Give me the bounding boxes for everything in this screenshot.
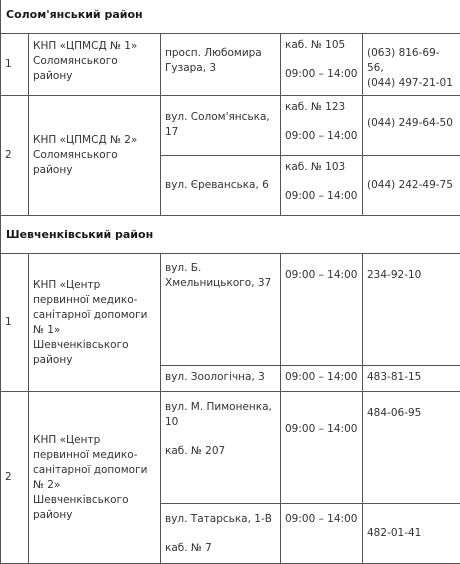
facility-address: вул. Б. Хмельницького, 37 (161, 254, 281, 366)
table-row (1, 34, 460, 96)
phone-number: (044) 249-64-50 (367, 116, 456, 131)
facility-number: 2 (1, 96, 29, 216)
working-hours: 09:00 – 14:00 (285, 189, 358, 204)
district-name: Шевченківський район (1, 216, 460, 254)
facility-address: вул. Зоологічна, 3 (161, 366, 281, 392)
facility-phones (363, 34, 460, 96)
phone-number: (063) 816-69-56, (367, 46, 456, 76)
facility-number: 1 (1, 34, 29, 96)
facility-address: вул. Солом'янська, 17 (161, 96, 281, 156)
facility-phones (363, 156, 460, 216)
facility-name: КНП «Центр первинної медико-санітарної допомоги № 1» Шевченківського району (29, 254, 161, 392)
facility-room-hours (281, 96, 363, 156)
facility-phones (363, 366, 460, 392)
facility-hours: 09:00 – 14:00 (281, 392, 363, 504)
facility-hours: 09:00 – 14:00 (281, 366, 363, 392)
facility-address: вул. Єреванська, 6 (161, 156, 281, 216)
room-number: каб. № 207 (165, 444, 276, 459)
facility-name: КНП «ЦПМСД № 1» Соломянського району (29, 34, 161, 96)
phone-number: 483-81-15 (367, 370, 456, 385)
working-hours: 09:00 – 14:00 (285, 129, 358, 144)
facility-hours: 09:00 – 14:00 (281, 254, 363, 366)
facility-address: просп. Любомира Гузара, 3 (161, 34, 281, 96)
phone-number: 482-01-41 (367, 526, 456, 541)
working-hours: 09:00 – 14:00 (285, 67, 358, 82)
phone-number: 484-06-95 (367, 406, 456, 421)
district-header-row (1, 0, 460, 34)
facility-address-room (161, 504, 281, 564)
address-text: вул. Татарська, 1-В (165, 512, 276, 527)
facility-name: КНП «Центр первинної медико-санітарної допомоги № 2» Шевченківського району (29, 392, 161, 564)
facility-name: КНП «ЦПМСД № 2» Соломянського району (29, 96, 161, 216)
district-header-row (1, 216, 460, 254)
room-number: каб. № 123 (285, 100, 358, 115)
facility-room-hours (281, 34, 363, 96)
facility-phones (363, 504, 460, 564)
room-number: каб. № 105 (285, 38, 358, 53)
facility-hours: 09:00 – 14:00 (281, 504, 363, 564)
facility-address-room (161, 392, 281, 504)
facility-phones (363, 254, 460, 366)
table-row (1, 254, 460, 366)
facility-number: 2 (1, 392, 29, 564)
facility-phones (363, 392, 460, 504)
table-row (1, 96, 460, 156)
facility-room-hours (281, 156, 363, 216)
room-number: каб. № 103 (285, 160, 358, 175)
phone-number: 234-92-10 (367, 268, 456, 283)
facility-number: 1 (1, 254, 29, 392)
address-text: вул. М. Пимоненка, 10 (165, 400, 276, 430)
phone-number: (044) 497-21-01 (367, 76, 456, 91)
room-number: каб. № 7 (165, 541, 276, 556)
facility-phones (363, 96, 460, 156)
district-name: Солом'янський район (1, 0, 460, 34)
table-row (1, 392, 460, 504)
phone-number: (044) 242-49-75 (367, 178, 456, 193)
